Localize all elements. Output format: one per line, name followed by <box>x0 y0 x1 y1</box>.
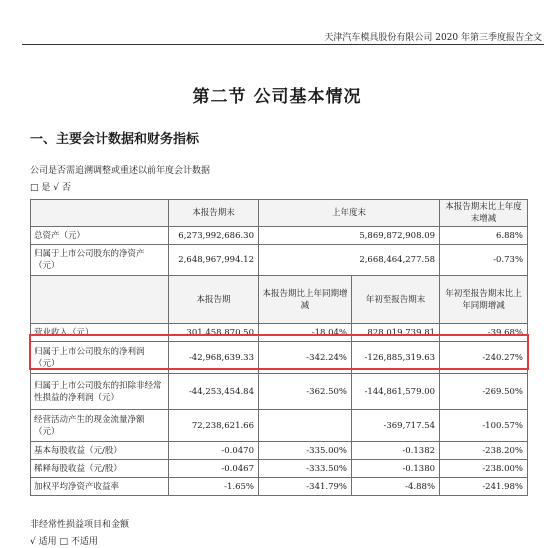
table-cell: -335.00% <box>259 442 352 460</box>
table-cell: 828,019,739.81 <box>352 324 440 342</box>
row-label: 归属于上市公司股东的净资产（元） <box>31 245 169 276</box>
table-cell: 2,648,967,994.12 <box>169 245 259 276</box>
table-cell <box>259 410 352 442</box>
table-cell: 5,869,872,908.09 <box>259 227 440 245</box>
table-row <box>31 410 528 442</box>
table-row <box>31 324 528 342</box>
row-label: 加权平均净资产收益率 <box>31 478 169 496</box>
table-cell: -100.57% <box>440 410 528 442</box>
table-cell: -44,253,454.84 <box>169 374 259 410</box>
table-cell: -240.27% <box>440 342 528 374</box>
row-label: 归属于上市公司股东的净利润（元） <box>31 342 169 374</box>
table-cell: -0.73% <box>440 245 528 276</box>
table-cell: -126,885,319.63 <box>352 342 440 374</box>
header-cell: 年初至报告期末 <box>352 276 440 324</box>
table-cell: -144,861,579.00 <box>352 374 440 410</box>
table-cell: -369,717.54 <box>352 410 440 442</box>
row-label: 归属于上市公司股东的扣除非经常性损益的净利润（元） <box>31 374 169 410</box>
table-cell: -0.0467 <box>169 460 259 478</box>
table-cell: -0.0470 <box>169 442 259 460</box>
table-cell: -269.50% <box>440 374 528 410</box>
table-cell: -39.68% <box>440 324 528 342</box>
table-cell: -362.50% <box>259 374 352 410</box>
table-cell: -42,968,639.33 <box>169 342 259 374</box>
row-label: 基本每股收益（元/股） <box>31 442 169 460</box>
restate-question: 公司是否需追溯调整或重述以前年度会计数据 <box>30 166 211 176</box>
header-cell: 年初至报告期末比上年同期增减 <box>440 276 528 324</box>
header-cell: 本报告期比上年同期增减 <box>259 276 352 324</box>
header-cell: 本报告期末比上年度末增减 <box>440 200 528 227</box>
nonrecurring-choice: √ 适用 □ 不适用 <box>30 537 98 547</box>
table1-header-row <box>31 200 528 227</box>
table-row <box>31 442 528 460</box>
table-row <box>31 227 528 245</box>
table-cell: -241.98% <box>440 478 528 496</box>
row-label: 营业收入（元） <box>31 324 169 342</box>
nonrecurring-title: 非经常性损益项目和金额 <box>30 520 130 530</box>
table-cell: 6,273,992,686.30 <box>169 227 259 245</box>
restate-choice: □ 是 √ 否 <box>30 183 71 193</box>
table-cell: -18.04% <box>259 324 352 342</box>
table-row <box>31 245 528 276</box>
subsection-title: 一、主要会计数据和财务指标 <box>30 132 200 147</box>
table-row <box>31 460 528 478</box>
table-cell: 2,668,464,277.58 <box>259 245 440 276</box>
header-cell: 本报告期 <box>169 276 259 324</box>
table-cell: -1.65% <box>169 478 259 496</box>
table-row <box>31 478 528 496</box>
row-label: 经营活动产生的现金流量净额（元） <box>31 410 169 442</box>
table-cell: -342.24% <box>259 342 352 374</box>
table-cell: -4.88% <box>352 478 440 496</box>
header-cell: 上年度末 <box>259 200 440 227</box>
table-cell: -238.20% <box>440 442 528 460</box>
table-cell: -238.00% <box>440 460 528 478</box>
table-row <box>31 374 528 410</box>
header-cell <box>31 276 169 324</box>
report-header: 天津汽车模具股份有限公司 2020 年第三季度报告全文 <box>324 33 542 43</box>
table-row <box>31 342 528 374</box>
financial-data-table <box>30 199 528 496</box>
table-cell: -0.1380 <box>352 460 440 478</box>
table-cell: 301,458,870.50 <box>169 324 259 342</box>
table-cell: 72,238,621.66 <box>169 410 259 442</box>
header-cell <box>31 200 169 227</box>
header-cell: 本报告期末 <box>169 200 259 227</box>
header-rule <box>22 44 544 45</box>
section-title: 第二节 公司基本情况 <box>192 87 362 107</box>
table-cell: -0.1382 <box>352 442 440 460</box>
table-cell: 6.88% <box>440 227 528 245</box>
row-label: 稀释每股收益（元/股） <box>31 460 169 478</box>
table-cell: -341.79% <box>259 478 352 496</box>
table-cell: -333.50% <box>259 460 352 478</box>
table2-header-row <box>31 276 528 324</box>
row-label: 总资产（元） <box>31 227 169 245</box>
